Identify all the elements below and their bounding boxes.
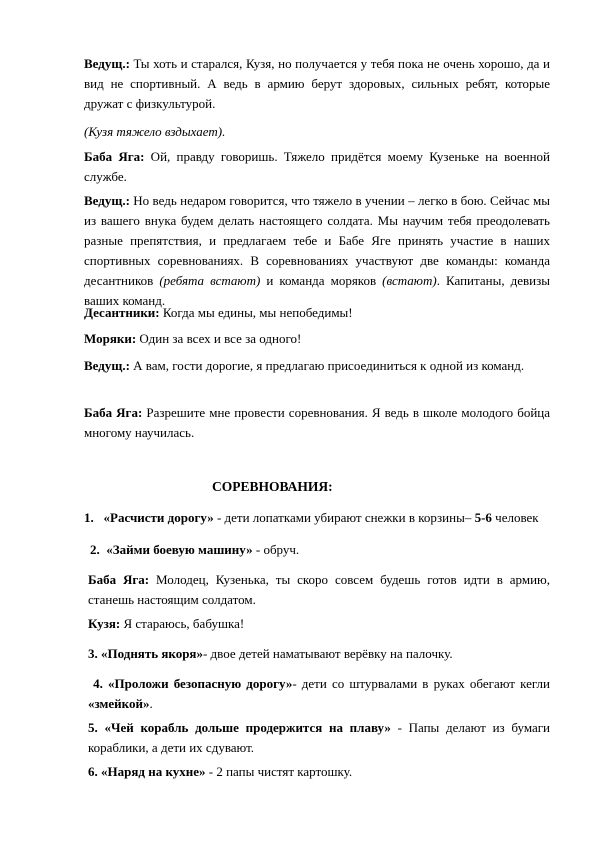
name-bold: «змейкой» <box>88 696 150 711</box>
number: 1. <box>84 510 94 525</box>
text: - двое детей наматывают верёвку на палочку. <box>202 646 453 661</box>
text: человек <box>491 510 539 525</box>
text: Молодец, Кузенька, ты скоро совсем будешь готов идти в армию, станешь настоящим солдатом. <box>88 572 550 607</box>
text: Когда мы едины, мы непобедимы! <box>159 305 353 320</box>
paragraph-baba-yaga-2 <box>84 403 550 443</box>
speaker: Ведущ.: <box>84 193 130 208</box>
text: - 2 папы чистят картошку. <box>205 764 353 779</box>
speaker: Кузя: <box>88 616 121 631</box>
text: А вам, гости дорогие, я предлагаю присоединиться к одной из команд. <box>129 358 525 373</box>
text: - Папы делают из бумаги кораблики, а дети их сдувают. <box>88 720 551 755</box>
name: «Поднять якоря» <box>101 646 203 661</box>
competition-3 <box>88 644 550 664</box>
text: - дети лопатками убирают снежки в корзины– <box>213 510 475 525</box>
speaker: Баба Яга: <box>84 405 143 420</box>
paragraph-kuzya <box>88 614 550 634</box>
paragraph-host-1 <box>84 54 550 114</box>
competition-1 <box>84 508 550 528</box>
count: 5-6 <box>474 510 492 525</box>
paragraph-paratroopers <box>84 303 550 323</box>
name: «Расчисти дорогу» <box>103 510 214 525</box>
stage-direction: (встают) <box>382 273 437 288</box>
speaker: Баба Яга: <box>84 149 145 164</box>
paragraph-sailors <box>84 329 550 349</box>
text: . Капитаны, девизы ваших команд. <box>84 273 550 308</box>
text: - дети со штурвалами в руках обегают кегли <box>292 676 550 691</box>
competition-4 <box>88 674 550 714</box>
paragraph-baba-yaga-1 <box>84 147 550 187</box>
text: Ой, правду говоришь. Тяжело придётся моему Кузеньке на военной службе. <box>84 149 551 184</box>
text: - обруч. <box>252 542 300 557</box>
speaker: Баба Яга: <box>88 572 150 587</box>
speaker: Ведущ.: <box>84 358 130 373</box>
name: «Наряд на кухне» <box>101 764 206 779</box>
number: 4. <box>93 676 103 691</box>
competition-5 <box>88 718 550 758</box>
paragraph-host-2 <box>84 191 550 311</box>
stage-direction <box>84 122 550 142</box>
text: . <box>149 696 153 711</box>
speaker: Ведущ.: <box>84 56 130 71</box>
number: 5. <box>88 720 98 735</box>
number: 3. <box>88 646 98 661</box>
name: «Чей корабль дольше продержится на плаву» <box>104 720 391 735</box>
name: «Займи боевую машину» <box>106 542 253 557</box>
text: Разрешите мне провести соревнования. Я ведь в школе молодого бойца многому научилась. <box>84 405 551 440</box>
text: (Кузя тяжело вздыхает). <box>84 124 226 139</box>
stage-direction: (ребята встают) <box>159 273 261 288</box>
text: Но ведь недаром говорится, что тяжело в учении – легко в бою. Сейчас мы из вашего внука будем делать настоящего солдата. Мы научим тебя преодолевать разные препятствия, и предлагаем тебе и Бабе Яге принять участие в наших спортивных соревнованиях. В соревнованиях участвуют две команды: команда десантников <box>84 193 550 288</box>
paragraph-baba-yaga-3 <box>88 570 550 610</box>
competition-6 <box>88 762 550 782</box>
number: 6. <box>88 764 98 779</box>
speaker: Моряки: <box>84 331 137 346</box>
speaker: Десантники: <box>84 305 160 320</box>
section-title: СОРЕВНОВАНИЯ: <box>212 479 333 494</box>
text: и команда моряков <box>260 273 383 288</box>
name: «Проложи безопасную дорогу» <box>108 676 293 691</box>
text: Ты хоть и старался, Кузя, но получается у тебя пока не очень хорошо, да и вид не спортивный. А ведь в армию берут здоровых, сильных ребят, которые дружат с физкультурой. <box>84 56 550 111</box>
paragraph-host-3 <box>84 356 550 376</box>
competition-2 <box>90 540 550 560</box>
text: Один за всех и все за одного! <box>136 331 302 346</box>
text: Я стараюсь, бабушка! <box>120 616 245 631</box>
number: 2. <box>90 542 100 557</box>
